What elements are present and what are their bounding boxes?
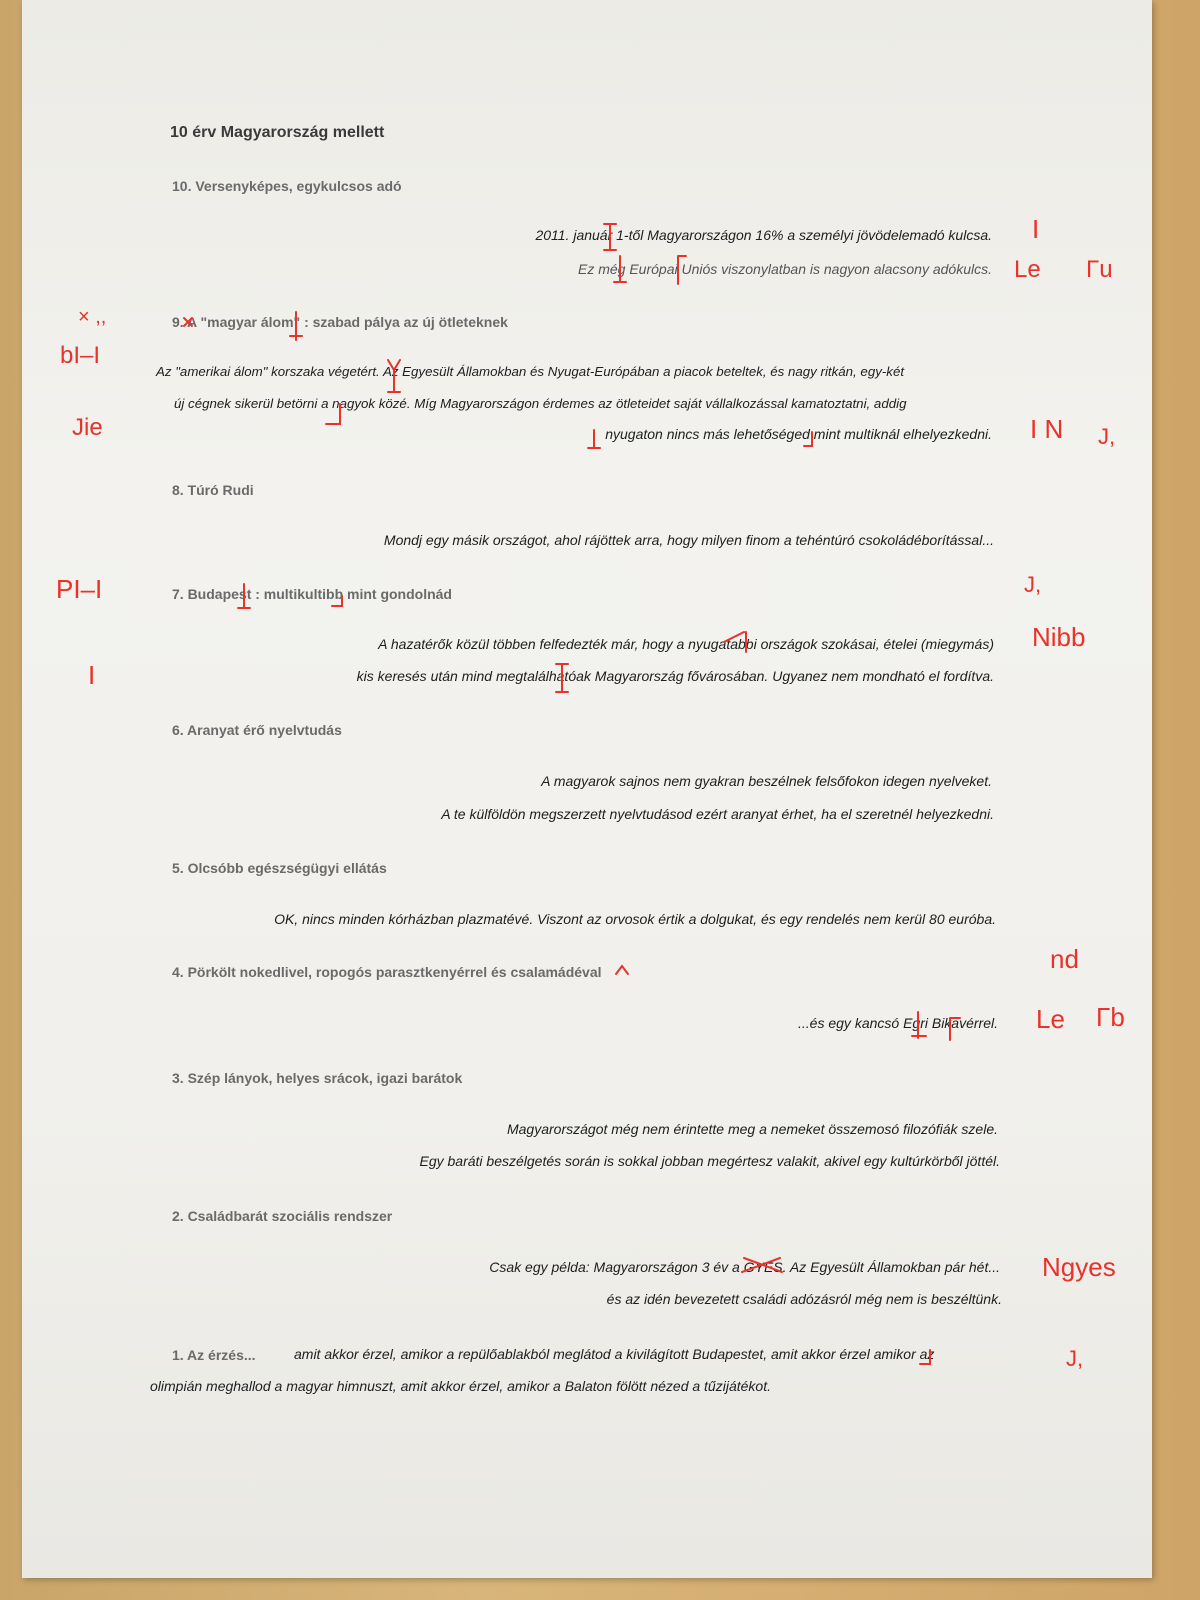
margin-note: nd [1050, 944, 1079, 974]
margin-note: Le [1036, 1004, 1065, 1034]
correction-mark [616, 966, 628, 974]
margin-note: × ,, [78, 306, 107, 328]
section-8-line-1: Mondj egy másik országot, ahol rájöttek arra, hogy milyen finom a tehéntúró csokoládéborítással... [383, 532, 994, 548]
section-heading-9: 9. A "magyar álom" : szabad pálya az új ötleteknek [172, 314, 508, 330]
correction-mark [332, 596, 342, 606]
section-3-line-1: Magyarországot még nem érintette meg a nemeket összemosó filozófiák szele. [506, 1121, 998, 1137]
section-6-line-1: A magyarok sajnos nem gyakran beszélnek felsőfokon idegen nyelveket. [541, 773, 992, 789]
correction-mark [604, 224, 616, 250]
correction-mark [912, 1012, 926, 1038]
correction-mark [588, 430, 600, 448]
section-9-line-1: Az "amerikai álom" korszaka végetért. Az Egyesült Államokban és Nyugat-Európában a piacok beteltek, és nagy ritkán, egy-két [156, 364, 905, 379]
margin-note: Γu [1086, 256, 1113, 283]
document-title: 10 érv Magyarország mellett [170, 124, 385, 141]
section-heading-2: 2. Családbarát szociális rendszer [172, 1208, 393, 1224]
correction-mark [950, 1018, 960, 1040]
margin-note: I [1032, 214, 1040, 244]
section-5-line-1: OK, nincs minden kórházban plazmatévé. Viszont az orvosok értik a dolgukat, és egy rendelés nem kerül 80 euróba. [274, 911, 996, 927]
section-4-line-1: ...és egy kancsó Egri Bikavérrel. [798, 1015, 998, 1031]
section-heading-3: 3. Szép lányok, helyes srácok, igazi barátok [172, 1070, 463, 1086]
correction-mark [556, 664, 568, 692]
correction-mark [678, 256, 686, 284]
margin-note: bI–I [60, 342, 101, 369]
correction-mark [184, 318, 192, 326]
section-7-line-1: A hazatérők közül többen felfedezték már, hogy a nyugatabbi országok szokásai, ételei (miegymás) [378, 636, 994, 652]
margin-note: PI–I [56, 574, 103, 604]
section-heading-5: 5. Olcsóbb egészségügyi ellátás [172, 860, 387, 876]
section-1-line-1: amit akkor érzel, amikor a repülőablakból meglátod a kivilágított Budapestet, amit akkor érzel amikor az [294, 1346, 935, 1362]
correction-mark [920, 1350, 930, 1364]
section-10-line-2: Ez még Európai Uniós viszonylatban is nagyon alacsony adókulcs. [577, 261, 992, 277]
section-heading-8: 8. Túró Rudi [172, 482, 254, 498]
margin-note: Le [1014, 256, 1041, 283]
section-heading-6: 6. Aranyat érő nyelvtudás [172, 722, 342, 738]
section-heading-1: 1. Az érzés... [172, 1347, 256, 1363]
margin-note: J, [1098, 424, 1116, 449]
margin-note: I [88, 660, 96, 690]
margin-note: J, [1024, 572, 1042, 597]
section-1-line-2: olimpián meghallod a magyar himnuszt, amit akkor érzel, amikor a Balaton fölött nézed a tűzijátékot. [150, 1378, 771, 1394]
section-heading-10: 10. Versenyképes, egykulcsos adó [172, 178, 402, 194]
section-2-line-1: Csak egy példa: Magyarországon 3 év a GYES. Az Egyesült Államokban pár hét... [489, 1259, 1000, 1275]
correction-mark [238, 584, 250, 608]
section-7-line-2: kis keresés után mind megtalálhatóak Magyarország fővárosában. Ugyanez nem mondható el fordítva. [356, 668, 994, 684]
margin-note: Nibb [1032, 622, 1086, 652]
section-6-line-2: A te külföldön megszerzett nyelvtudásod ezért aranyat érhet, ha el szeretnél helyezkedni. [441, 806, 994, 822]
section-heading-7: 7. Budapest : multikultibb mint gondolnád [172, 586, 452, 602]
section-3-line-2: Egy baráti beszélgetés során is sokkal jobban megértesz valakit, akivel egy kultúrkörből jöttél. [419, 1153, 1000, 1169]
margin-note: I N [1030, 414, 1064, 444]
section-heading-4: 4. Pörkölt nokedlivel, ropogós parasztkenyérrel és csalamádéval [172, 964, 602, 980]
correction-mark [724, 632, 746, 652]
margin-note: Γb [1096, 1002, 1125, 1032]
correction-mark [290, 312, 302, 340]
margin-note: Jie [72, 414, 103, 441]
margin-note: Ngyes [1042, 1252, 1116, 1282]
section-10-line-1: 2011. január 1-től Magyarországon 16% a személyi jövödelemadó kulcsa. [535, 227, 992, 243]
margin-note: J, [1066, 1346, 1084, 1371]
section-9-line-2: új cégnek sikerül betörni a nagyok közé. Míg Magyarországon érdemes az ötleteidet saját vállalkozással kamatoztatni, addig [174, 396, 907, 411]
correction-mark [388, 360, 400, 392]
correction-mark [804, 432, 812, 446]
section-9-line-3: nyugaton nincs más lehetőséged mint multiknál elhelyezkedni. [605, 426, 992, 442]
correction-mark [326, 404, 340, 424]
correction-mark [614, 256, 626, 282]
section-2-line-2: és az idén bevezetett családi adózásról még nem is beszéltünk. [606, 1291, 1002, 1307]
correction-mark [742, 1258, 782, 1272]
